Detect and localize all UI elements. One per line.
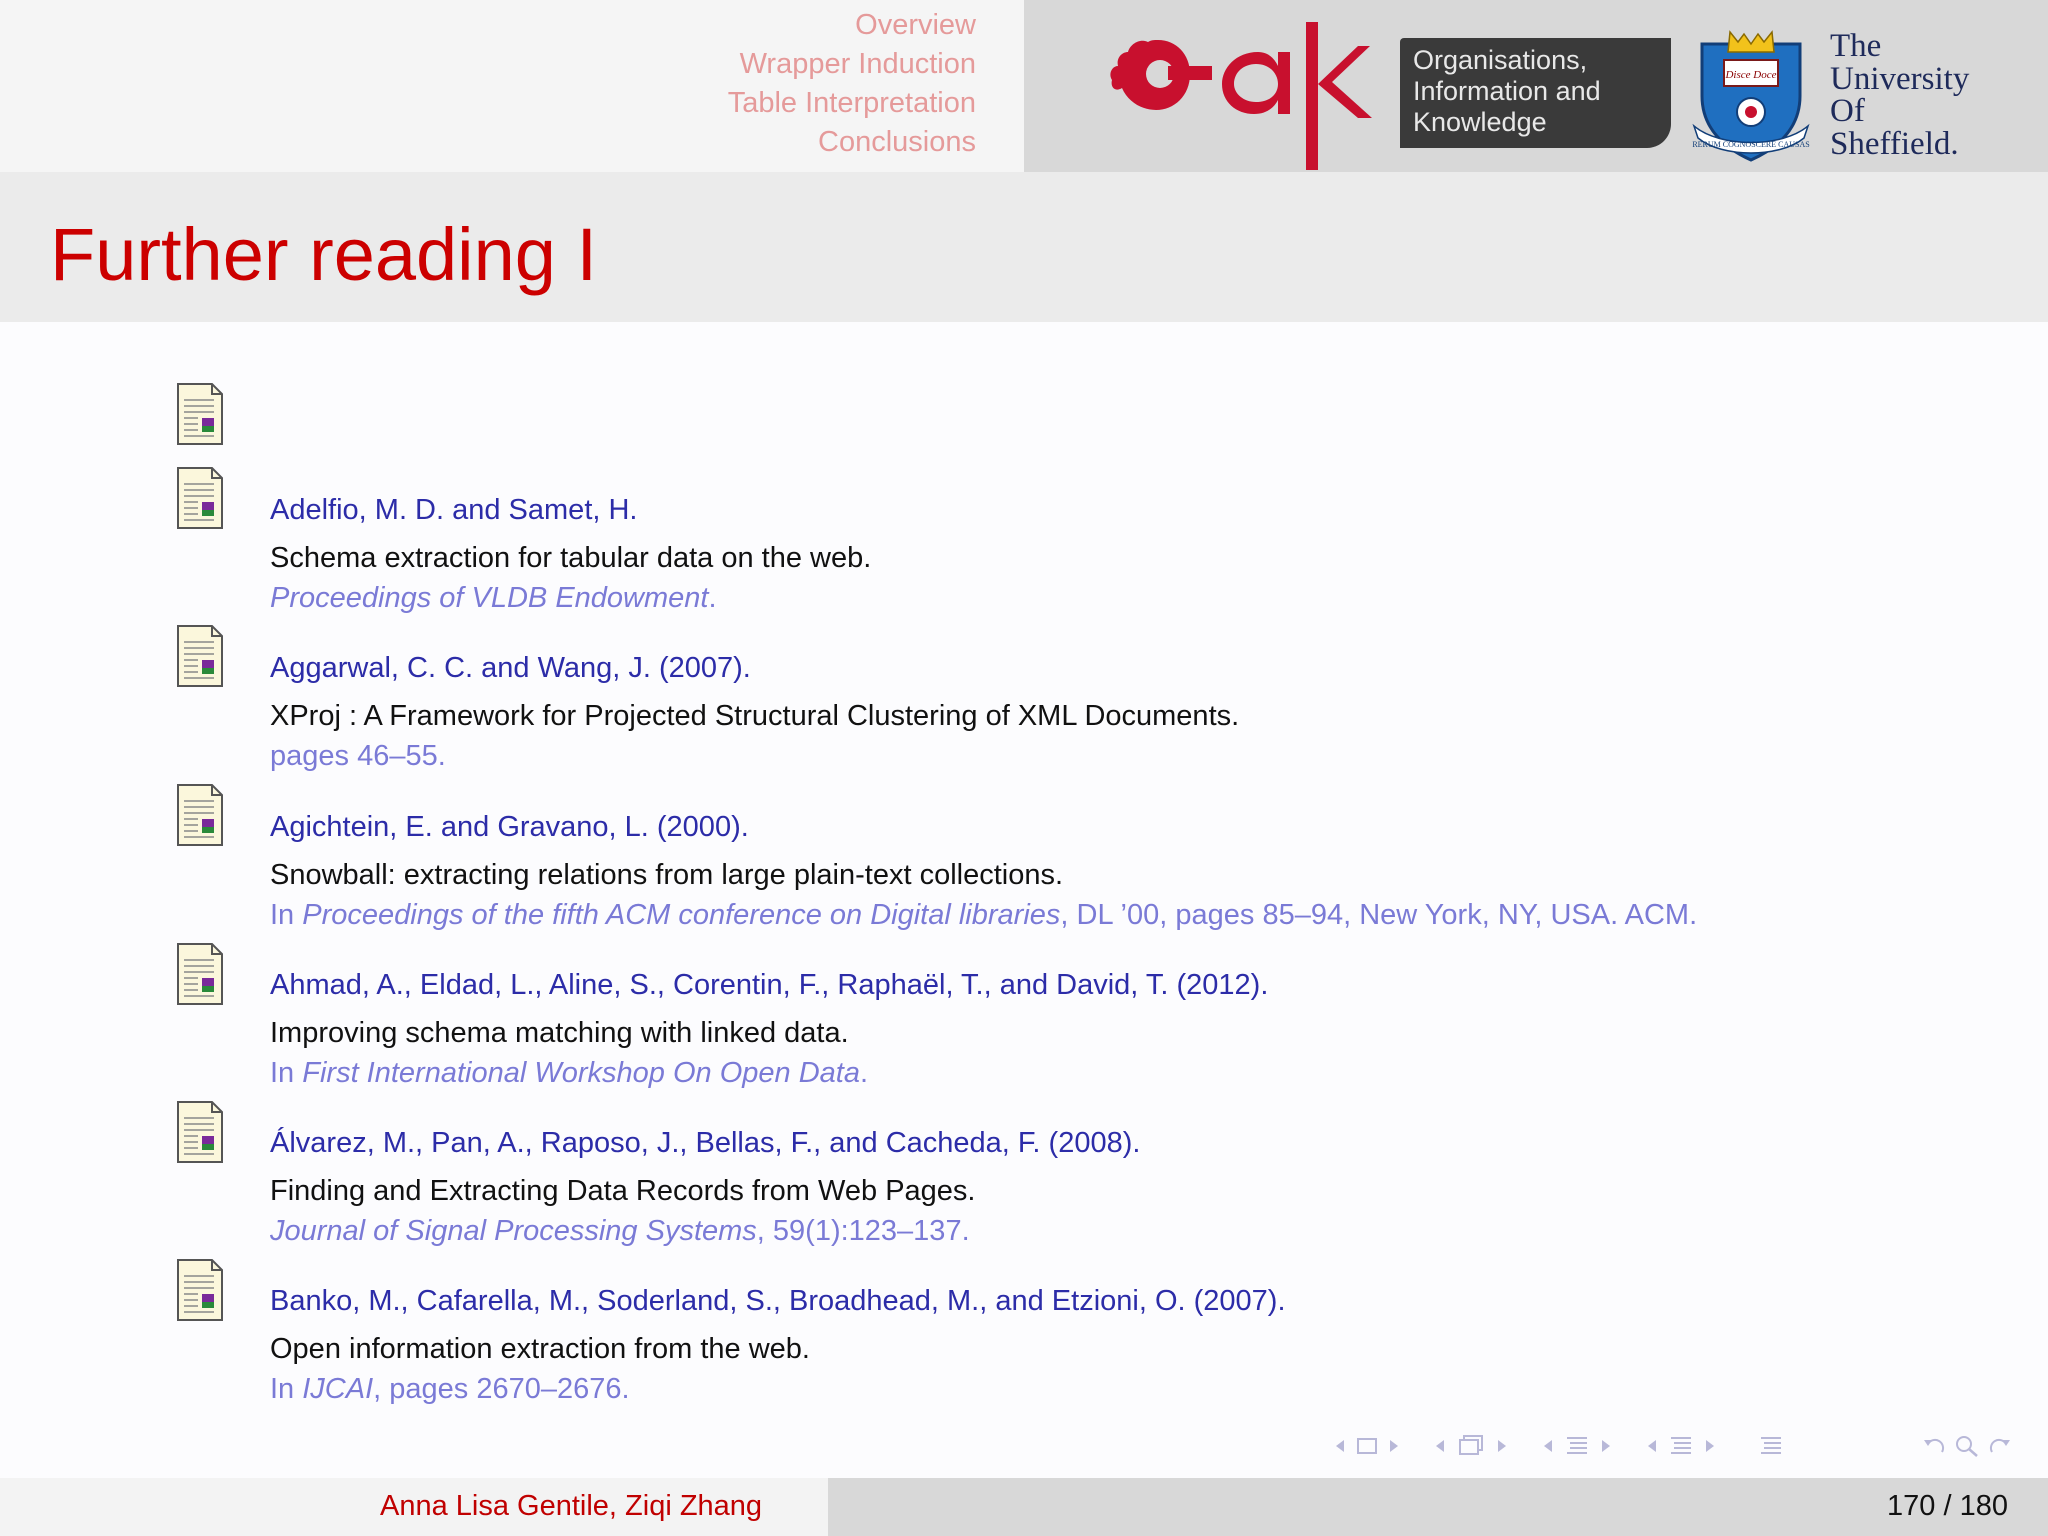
bib-venue-suffix: , 59(1):123–137. — [756, 1215, 970, 1247]
article-icon — [176, 942, 224, 1006]
bib-venue-name: IJCAI — [302, 1373, 374, 1405]
bib-venue-prefix: In — [270, 1373, 303, 1405]
bib-authors: Agichtein, E. and Gravano, L. (2000). — [270, 811, 749, 843]
footer-page-number: 170 / 180 — [1887, 1490, 2008, 1522]
bib-venue-name: Proceedings of VLDB Endowment — [270, 582, 709, 614]
nav-item-overview[interactable]: Overview — [855, 9, 976, 41]
footer-authors: Anna Lisa Gentile, Ziqi Zhang — [380, 1490, 763, 1522]
crest-scroll-text: RERUM COGNOSCERE CAUSAS — [1692, 140, 1810, 149]
bib-venue-name: Journal of Signal Processing Systems — [270, 1215, 757, 1247]
bib-title: XProj : A Framework for Projected Structural Clustering of XML Documents. — [270, 700, 1240, 732]
oak-label-line-1: Organisations, — [1413, 45, 1588, 75]
toc-right-icon[interactable] — [1700, 1428, 1720, 1464]
bib-title: Improving schema matching with linked data. — [270, 1017, 849, 1049]
frame-box-icon[interactable] — [1354, 1428, 1380, 1464]
bib-venue — [270, 738, 1970, 774]
bib-venue — [270, 897, 1970, 933]
bib-venue-suffix: . — [859, 1057, 869, 1089]
bib-authors: Adelfio, M. D. and Samet, H. — [270, 494, 638, 526]
university-crest-icon — [1690, 30, 1812, 164]
nav-item-table-interpretation[interactable]: Table Interpretation — [727, 87, 976, 119]
bib-authors: Ahmad, A., Eldad, L., Aline, S., Corentin, F., Raphaël, T., and David, T. (2012). — [270, 969, 1269, 1001]
search-icon[interactable] — [1952, 1428, 1982, 1464]
bib-venue-prefix: In — [270, 1057, 303, 1089]
bib-authors: Banko, M., Cafarella, M., Soderland, S., Broadhead, M., and Etzioni, O. (2007). — [270, 1285, 1286, 1317]
bib-authors: Aggarwal, C. C. and Wang, J. (2007). — [270, 652, 751, 684]
slide-title: Further reading I — [50, 213, 598, 296]
university-name-line-2: University — [1830, 60, 1970, 97]
redo-icon[interactable] — [1984, 1428, 2014, 1464]
section-navigation — [728, 6, 976, 162]
oak-logo — [1106, 22, 1372, 170]
oak-label-box — [1400, 38, 1671, 148]
header — [0, 0, 2048, 172]
bib-authors: Álvarez, M., Pan, A., Raposo, J., Bellas, F., and Cacheda, F. (2008). — [270, 1127, 1141, 1159]
crest-motto-text: Disce Doce — [1725, 69, 1777, 81]
toc-left-icon[interactable] — [1642, 1428, 1662, 1464]
appendix-icon[interactable] — [1756, 1428, 1786, 1464]
bib-venue-prefix: In — [270, 899, 303, 931]
subsection-right-icon[interactable] — [1492, 1428, 1512, 1464]
university-name-line-4: Sheffield. — [1830, 125, 1959, 162]
bib-title: Finding and Extracting Data Records from Web Pages. — [270, 1175, 976, 1207]
university-name — [1830, 30, 1969, 160]
section-left-icon[interactable] — [1538, 1428, 1558, 1464]
oak-label-line-3: Knowledge — [1413, 107, 1547, 137]
undo-icon[interactable] — [1920, 1428, 1950, 1464]
footer-right-band — [828, 1478, 2048, 1536]
oak-label-line-2: Information and — [1413, 76, 1601, 106]
article-icon — [176, 783, 224, 847]
toc-icon[interactable] — [1666, 1428, 1696, 1464]
bib-title: Schema extraction for tabular data on the web. — [270, 542, 872, 574]
bib-venue — [270, 580, 1970, 616]
bib-entry — [270, 809, 1970, 933]
article-icon — [176, 382, 224, 446]
subsection-icon[interactable] — [1454, 1428, 1488, 1464]
bib-venue — [270, 1371, 1970, 1407]
article-icon — [176, 1258, 224, 1322]
beamer-navigation-bar — [1330, 1428, 2030, 1464]
article-icon — [176, 624, 224, 688]
bib-venue — [270, 1055, 1970, 1091]
bib-venue — [270, 1213, 1970, 1249]
university-name-line-1: The — [1830, 28, 1882, 64]
bib-entry — [270, 1283, 1970, 1407]
bib-venue-name: First International Workshop On Open Data — [302, 1057, 860, 1089]
section-icon[interactable] — [1562, 1428, 1592, 1464]
bib-title: Snowball: extracting relations from large plain-text collections. — [270, 859, 1064, 891]
bib-title: Open information extraction from the web. — [270, 1333, 810, 1365]
bib-entry — [270, 650, 1970, 774]
article-icon — [176, 466, 224, 530]
section-right-icon[interactable] — [1596, 1428, 1616, 1464]
frame-right-icon[interactable] — [1384, 1428, 1404, 1464]
nav-item-conclusions[interactable]: Conclusions — [818, 126, 976, 158]
bib-venue-prefix: pages 46–55. — [270, 740, 446, 772]
university-name-line-3: Of — [1830, 93, 1865, 129]
subsection-left-icon[interactable] — [1430, 1428, 1450, 1464]
frame-left-icon[interactable] — [1330, 1428, 1350, 1464]
bib-entry — [270, 967, 1970, 1091]
bib-venue-suffix: , pages 2670–2676. — [373, 1373, 630, 1405]
bib-venue-suffix: . — [708, 582, 717, 614]
bib-entry — [270, 492, 1970, 616]
article-icon — [176, 1100, 224, 1164]
bib-venue-name: Proceedings of the fifth ACM conference on Digital libraries — [302, 899, 1061, 931]
bib-entry — [270, 1125, 1970, 1249]
nav-item-wrapper-induction[interactable]: Wrapper Induction — [739, 48, 976, 80]
bib-venue-suffix: , DL ’00, pages 85–94, New York, NY, USA. ACM. — [1060, 899, 1698, 931]
